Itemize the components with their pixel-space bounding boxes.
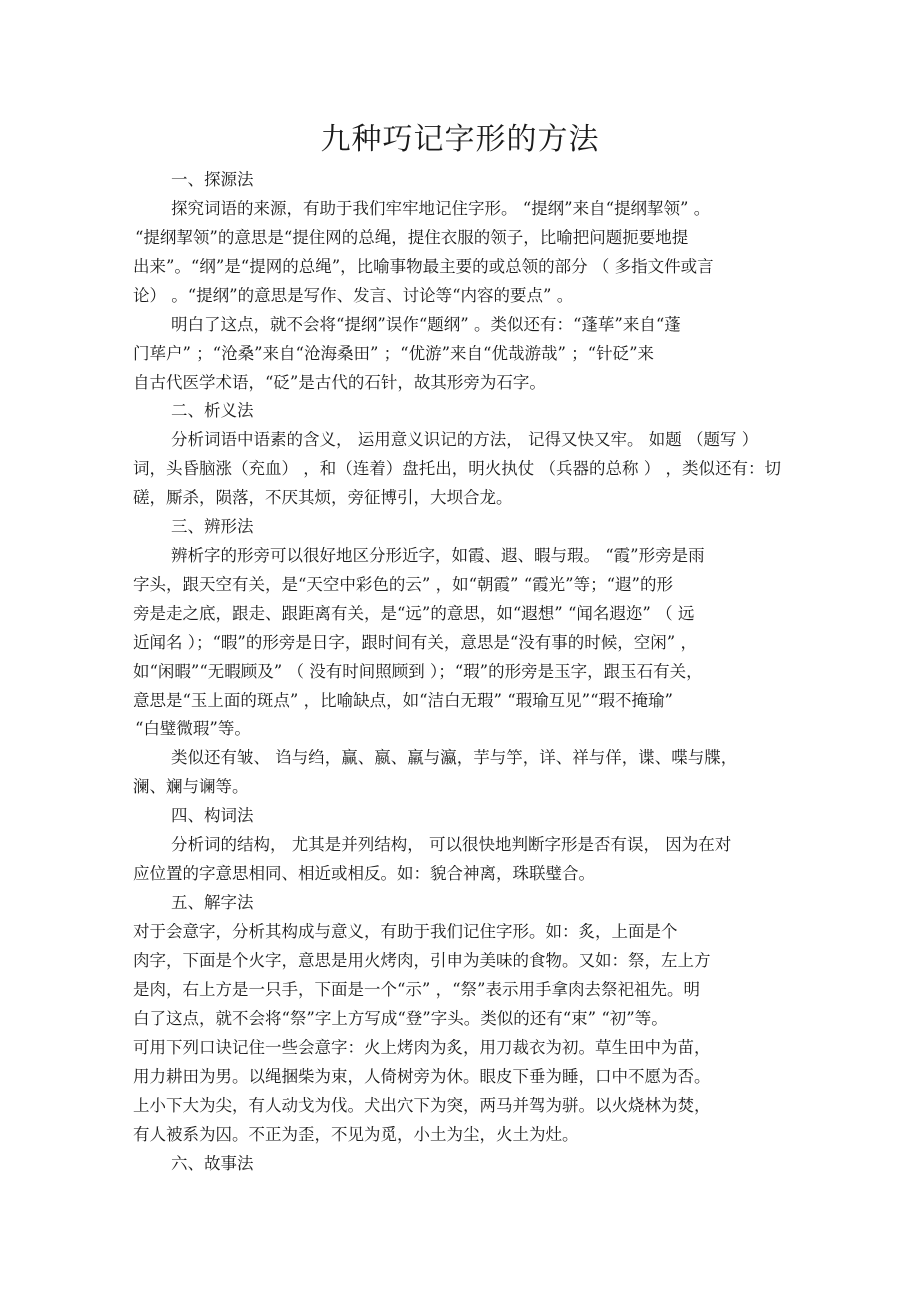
paragraph-line: 旁是走之底，跟走、跟距离有关，是“远”的意思，如“遐想” “闻名遐迩” （ 远 [133,604,695,623]
paragraph-line: 如“闲暇”“无暇顾及” （ 没有时间照顾到 ）；“瑕”的形旁是玉字，跟玉石有关， [133,662,703,681]
paragraph-line: 字头，跟天空有关，是“天空中彩色的云” ，如“朝霞” “霞光”等；“遐”的形 [133,575,673,594]
paragraph-line: 是肉，右上方是一只手，下面是一个“示” ，“祭”表示用手拿肉去祭祀祖先。明 [133,980,700,999]
section-heading-xiyi: 二、析义法 [171,401,254,420]
paragraph-line: 澜、斓与谰等。 [133,777,249,796]
section-heading-gushi: 六、故事法 [171,1154,254,1173]
paragraph-line: 应位置的字意思相同、相近或相反。如：貌合神离，珠联璧合。 [133,864,595,883]
paragraph-line: 分析词语中语素的含义， 运用意义识记的方法， 记得又快又牢。 如题 （题写 ） [171,430,759,449]
paragraph-line: 门荜户” ；“沧桑”来自“沧海桑田” ；“优游”来自“优哉游哉” ；“针砭”来 [133,344,655,363]
paragraph-line: 意思是“玉上面的斑点” ，比喻缺点，如“洁白无瑕” “瑕瑜互见”“瑕不掩瑜” [133,691,673,710]
paragraph-line: 用力耕田为男。以绳捆柴为束，人倚树旁为休。眼皮下垂为睡，口中不愿为否。 [133,1067,711,1086]
paragraph-line: “白璧微瑕”等。 [135,719,251,738]
paragraph-line: 可用下列口诀记住一些会意字：火上烤肉为炙，用刀裁衣为初。草生田中为苗， [133,1038,711,1057]
paragraph-line: 自古代医学术语，“砭”是古代的石针，故其形旁为石字。 [133,373,546,392]
paragraph-line: 词，头昏脑涨（充血） ，和（连着）盘托出，明火执仗 （兵器的总称 ） ，类似还有：切 [133,459,781,478]
paragraph-line: 白了这点，就不会将“祭”字上方写成“登”字头。类似的还有“束” “初”等。 [133,1009,668,1028]
paragraph-line: 明白了这点，就不会将“提纲”误作“题纲” 。类似还有：“蓬荜”来自“蓬 [171,315,681,334]
paragraph-line: 有人被系为囚。不正为歪，不见为觅，小土为尘，火土为灶。 [133,1125,579,1144]
paragraph-line: 磋，厮杀，陨落，不厌其烦，旁征博引，大坝合龙。 [133,488,513,507]
paragraph-line: 探究词语的来源，有助于我们牢牢地记住字形。 “提纲”来自“提纲挈领” 。 [171,199,711,218]
paragraph-line: 论） 。“提纲”的意思是写作、发言、讨论等“内容的要点” 。 [133,286,574,305]
section-heading-tanyuan: 一、探源法 [171,170,254,189]
paragraph-line: 上小下大为尖，有人动戈为伐。犬出穴下为突，两马并驾为骈。以火烧林为焚， [133,1096,711,1115]
paragraph-line: 类似还有皱、 诌与绉，赢、嬴、羸与瀛，芋与竽，详、祥与佯，谍、喋与牒， [171,748,738,767]
paragraph-line: 近闻名 ）；“暇”的形旁是日字，跟时间有关，意思是“没有事的时候，空闲” ， [133,633,697,652]
document-title: 九种巧记字形的方法 [320,122,600,157]
paragraph-line: 对于会意字，分析其构成与意义，有助于我们记住字形。如：炙，上面是个 [133,922,678,941]
paragraph-line: 分析词的结构， 尤其是并列结构， 可以很快地判断字形是否有误， 因为在对 [171,835,732,854]
paragraph-line: 辨析字的形旁可以很好地区分形近字，如霞、遐、暇与瑕。 “霞”形旁是雨 [171,546,705,565]
section-heading-gouci: 四、构词法 [171,806,254,825]
paragraph-line: 出来”。“纲”是“提网的总绳”，比喻事物最主要的或总领的部分 （ 多指文件或言 [133,257,714,276]
paragraph-line: 肉字，下面是个火字，意思是用火烤肉，引申为美味的食物。又如：祭，左上方 [133,951,711,970]
paragraph-line: “提纲挈领”的意思是“提住网的总绳，提住衣服的领子，比喻把问题扼要地提 [135,228,689,247]
section-heading-jiezi: 五、解字法 [171,893,254,912]
section-heading-bianxing: 三、辨形法 [171,517,254,536]
